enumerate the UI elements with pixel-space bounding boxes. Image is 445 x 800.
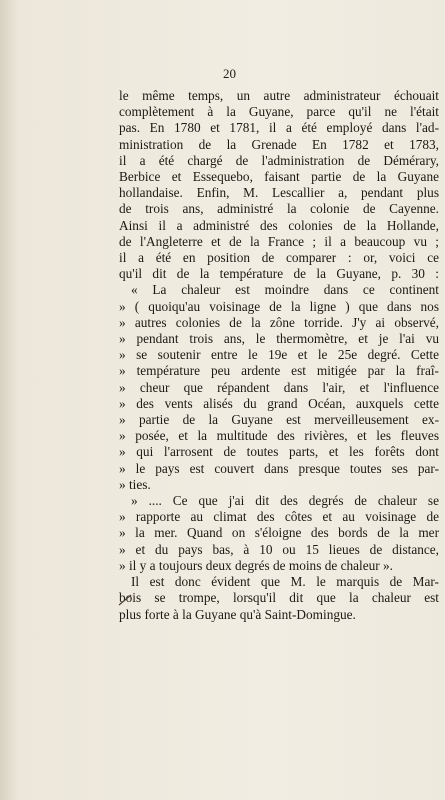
quote-line: » autres colonies de la zône torride. J'y ai observé,	[119, 314, 439, 330]
quote-line: » .... Ce que j'ai dit des degrés de chaleur se	[131, 493, 439, 509]
body-text	[119, 88, 439, 623]
text-line: il a été en position de comparer : or, voici ce	[119, 250, 439, 266]
text-line: complètement à la Guyane, parce qu'il ne l'était	[119, 104, 439, 120]
text-line: de trois ans, administré la colonie de Cayenne.	[119, 201, 439, 217]
text-line: Berbice et Essequebo, faisant partie de la Guyane	[119, 169, 439, 185]
text-line: il a été chargé de l'administration de Démérary,	[119, 152, 439, 168]
quote-line: » la mer. Quand on s'éloigne des bords de la mer	[119, 525, 439, 541]
quote-line: » posée, et la multitude des rivières, et les fleuves	[119, 428, 439, 444]
text-line: plus forte à la Guyane qu'à Saint-Domingue.	[119, 606, 356, 622]
text-line: bois se trompe, lorsqu'il dit que la chaleur est	[119, 590, 439, 606]
quote-line: » se soutenir entre le 19e et le 25e degré. Cette	[119, 347, 439, 363]
text-line: ministration de la Grenade En 1782 et 1783,	[119, 136, 439, 152]
page-number: 20	[223, 66, 236, 81]
quote-line: » il y a toujours deux degrés de moins de chaleur ».	[119, 557, 393, 573]
text-line: qu'il dit de la température de la Guyane, p. 30 :	[119, 266, 439, 282]
pencil-mark-icon	[118, 593, 132, 605]
quote-line: » et du pays bas, à 10 ou 15 lieues de distance,	[119, 541, 439, 557]
quote-line: « La chaleur est moindre dans ce continent	[131, 282, 439, 298]
quote-line: » rapporte au climat des côtes et au voisinage de	[119, 509, 439, 525]
text-line: hollandaise. Enfin, M. Lescallier a, pendant plus	[119, 185, 439, 201]
quote-line: » ties.	[119, 476, 151, 492]
text-line: pas. En 1780 et 1781, il a été employé dans l'ad-	[119, 120, 439, 136]
text-line: le même temps, un autre administrateur échouait	[119, 88, 439, 103]
quote-line: » cheur que répandent dans l'air, et l'influence	[119, 379, 439, 395]
quote-line: » ( quoiqu'au voisinage de la ligne ) que dans nos	[119, 298, 439, 314]
text-line: Ainsi il a administré des colonies de la Hollande,	[119, 217, 439, 233]
quote-line: » partie de la Guyane est merveilleusement ex-	[119, 412, 439, 428]
quote-line: » qui l'arrosent de toutes parts, et les forêts dont	[119, 444, 439, 460]
quote-line: » le pays est couvert dans presque toutes ses par-	[119, 460, 439, 476]
text-line: Il est donc évident que M. le marquis de Mar-	[131, 574, 439, 590]
quote-line: » pendant trois ans, le thermomètre, et je l'ai vu	[119, 331, 439, 347]
quote-line: » des vents alisés du grand Océan, auxquels cette	[119, 395, 439, 411]
text-line: de l'Angleterre et de la France ; il a beaucoup vu ;	[119, 233, 439, 249]
quote-line: » température peu ardente est mitigée par la fraî-	[119, 363, 439, 379]
